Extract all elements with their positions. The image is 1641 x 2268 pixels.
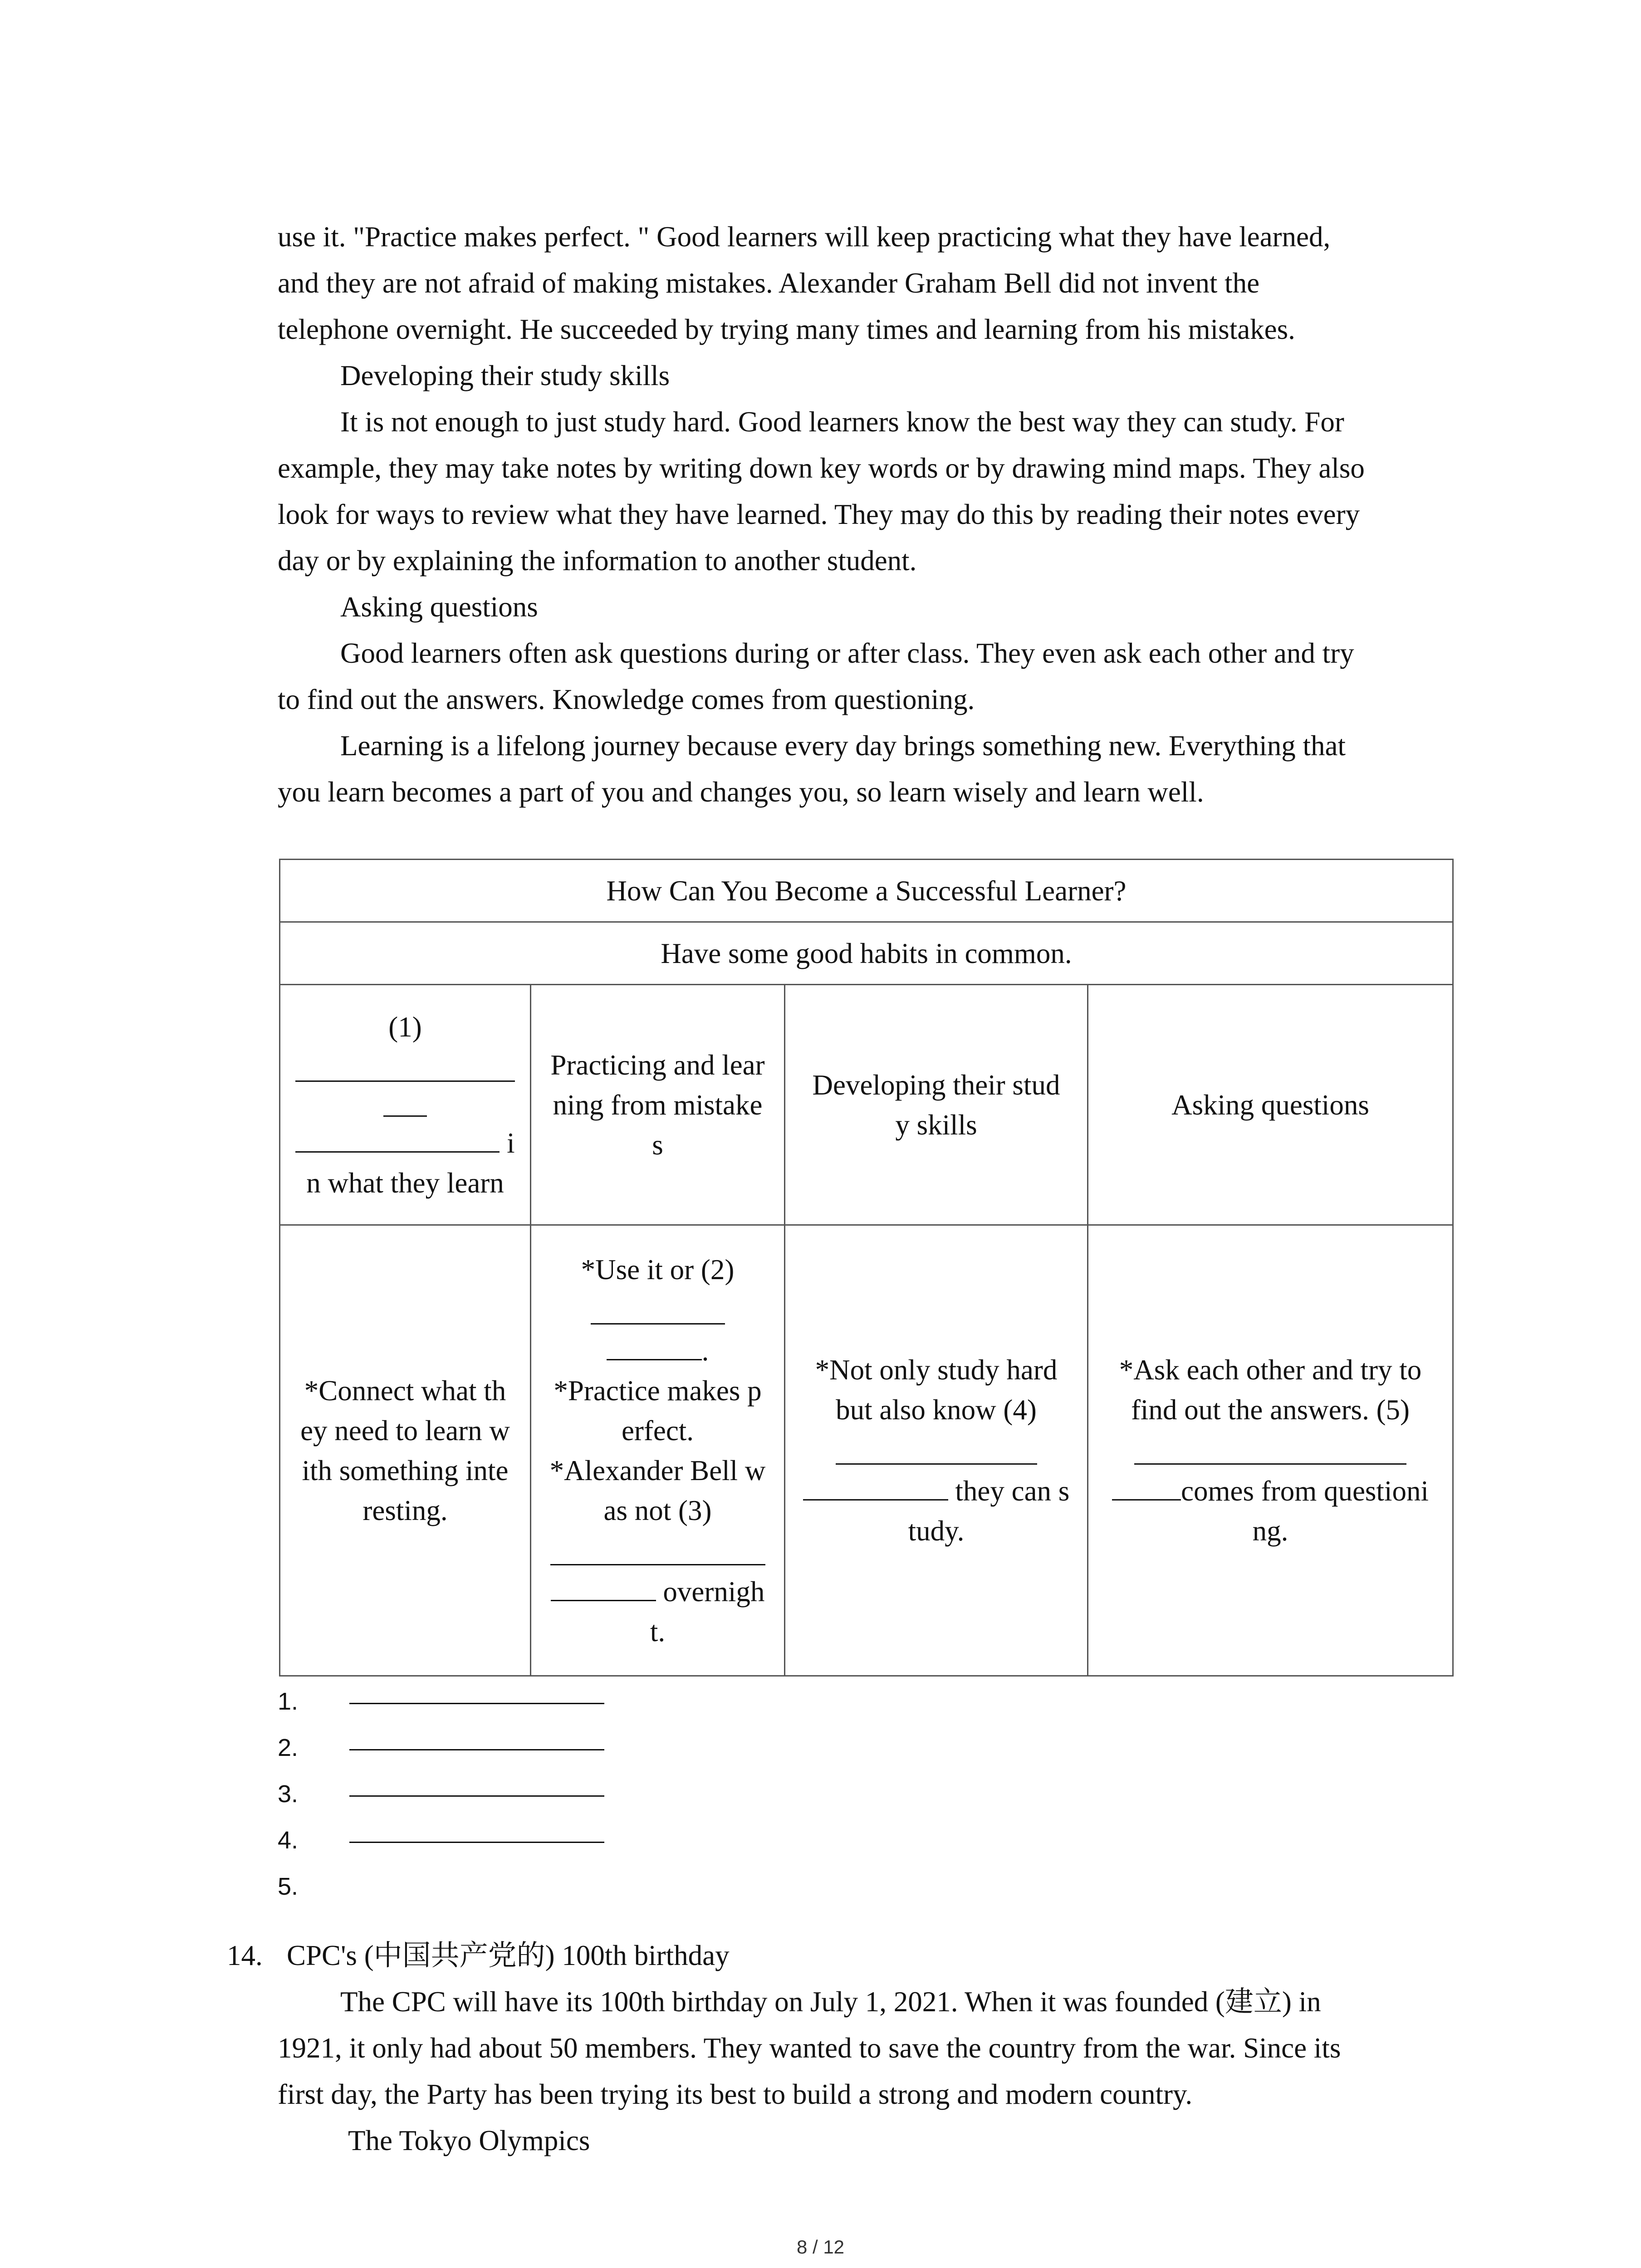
header-text: ning from mistake (553, 1089, 763, 1121)
header-cell-1 (280, 985, 531, 1225)
passage-line: telephone overnight. He succeeded by trying many times and learning from his mistakes. (278, 313, 1295, 345)
passage-line: you learn becomes a part of you and changes you, so learn wisely and learn well. (278, 776, 1204, 808)
question-number: 14. (227, 1940, 263, 1971)
question-title: CPC's (中国共产党的) 100th birthday (287, 1940, 730, 1971)
header-text: Developing their stud (812, 1069, 1060, 1101)
body-text: ey need to learn w (300, 1414, 510, 1447)
body-text: overnigh (656, 1575, 765, 1608)
body-cell-1 (280, 1225, 531, 1676)
body-text: *Not only study hard (815, 1354, 1058, 1386)
table-body-row (280, 1225, 1453, 1676)
passage-line: 1921, it only had about 50 members. They wanted to save the country from the war. Since its (278, 2032, 1341, 2064)
passage-top (278, 214, 1457, 815)
blank-5-tail (1095, 1471, 1446, 1511)
body-text: tudy. (908, 1515, 965, 1547)
passage-line: Good learners often ask questions during or after class. They even ask each other and try (340, 637, 1354, 669)
answer-item (278, 1863, 641, 1910)
body-cell-3 (785, 1225, 1088, 1676)
answer-item (278, 1678, 641, 1725)
body-cell-4 (1088, 1225, 1453, 1676)
header-cell-4: Asking questions (1088, 985, 1453, 1225)
body-text: but also know (4) (836, 1394, 1037, 1426)
answer-number: 1. (278, 1688, 299, 1715)
answer-blank[interactable] (349, 1703, 604, 1704)
blank-label-1: (1) (388, 1011, 422, 1043)
header-text: Practicing and lear (550, 1049, 765, 1081)
blank-3-line-a[interactable] (550, 1537, 765, 1565)
blank-5-line-b[interactable] (1112, 1472, 1181, 1501)
body-text: comes from questioni (1181, 1475, 1429, 1507)
passage-line: Learning is a lifelong journey because every day brings something new. Everything that (340, 730, 1346, 762)
answer-blank[interactable] (349, 1795, 604, 1797)
blank-3-line-b[interactable] (551, 1573, 656, 1601)
body-text: . (701, 1334, 709, 1367)
answer-number: 4. (278, 1827, 299, 1854)
passage-line: It is not enough to just study hard. Good learners know the best way they can study. For (340, 406, 1344, 438)
header-text: y skills (895, 1109, 977, 1141)
answer-blank[interactable] (349, 1842, 604, 1843)
blank-4-tail (792, 1471, 1081, 1511)
passage-line: The CPC will have its 100th birthday on July 1, 2021. When it was founded (建立) in (340, 1986, 1321, 2018)
blank-1-line-a[interactable] (295, 1053, 515, 1082)
table-subtitle: Have some good habits in common. (280, 922, 1453, 985)
answer-item (278, 1817, 641, 1863)
body-text: *Use it or (2) (581, 1253, 735, 1286)
blank-1-line-b[interactable] (383, 1088, 427, 1117)
passage-line: first day, the Party has been trying its best to build a strong and modern country. (278, 2078, 1193, 2110)
body-text: ith something inte (302, 1454, 509, 1486)
table-title: How Can You Become a Successful Learner? (280, 860, 1453, 922)
body-text: ng. (1252, 1515, 1288, 1547)
body-text: *Ask each other and try to (1119, 1354, 1422, 1386)
answer-number: 2. (278, 1734, 299, 1761)
header-cell-2 (531, 985, 785, 1225)
body-text: t. (650, 1615, 666, 1647)
body-text: they can s (948, 1475, 1070, 1507)
header-text: n what they learn (306, 1167, 504, 1199)
question-14-title-row (227, 1932, 730, 1979)
header-cell-3 (785, 985, 1088, 1225)
passage-line: to find out the answers. Knowledge comes from questioning. (278, 684, 975, 715)
learner-table (279, 859, 1454, 1677)
answer-item (278, 1725, 641, 1771)
blank-1-line-c[interactable] (295, 1124, 500, 1153)
question-14-passage (278, 1979, 1457, 2164)
blank-5-line-a[interactable] (1134, 1436, 1406, 1465)
body-text: erfect. (621, 1414, 694, 1447)
body-text: resting. (362, 1494, 448, 1526)
blank-4-line-b[interactable] (803, 1472, 948, 1501)
blank-2-line-a[interactable] (591, 1296, 725, 1325)
body-text: as not (3) (603, 1494, 712, 1526)
passage-line: look for ways to review what they have learned. They may do this by reading their notes every (278, 499, 1360, 530)
answer-blank[interactable] (349, 1749, 604, 1750)
answer-number: 3. (278, 1780, 299, 1808)
passage-line: example, they may take notes by writing down key words or by drawing mind maps. They also (278, 452, 1365, 484)
blank-1-tail (287, 1123, 524, 1163)
body-text: find out the answers. (5) (1131, 1394, 1410, 1426)
answer-item (278, 1771, 641, 1817)
passage-line: day or by explaining the information to another student. (278, 545, 917, 577)
blank-2-tail (538, 1331, 778, 1371)
passage-line: and they are not afraid of making mistakes. Alexander Graham Bell did not invent the (278, 267, 1260, 299)
blank-4-line-a[interactable] (836, 1436, 1037, 1465)
section-heading: Developing their study skills (340, 360, 670, 391)
body-cell-2 (531, 1225, 785, 1676)
body-text: *Connect what th (304, 1374, 506, 1407)
table-header-row (280, 985, 1453, 1225)
body-text: *Alexander Bell w (549, 1454, 766, 1486)
header-text: i (507, 1127, 515, 1159)
section-heading: Asking questions (340, 591, 538, 623)
section-heading: The Tokyo Olympics (348, 2125, 590, 2156)
blank-3-tail (538, 1572, 778, 1612)
blank-2-line-b[interactable] (607, 1332, 702, 1360)
body-text: *Practice makes p (554, 1374, 762, 1407)
passage-line: use it. "Practice makes perfect. " Good learners will keep practicing what they have learned, (278, 221, 1331, 253)
page-number: 8 / 12 (796, 2236, 845, 2258)
answer-number: 5. (278, 1873, 299, 1900)
header-text: s (652, 1129, 663, 1161)
